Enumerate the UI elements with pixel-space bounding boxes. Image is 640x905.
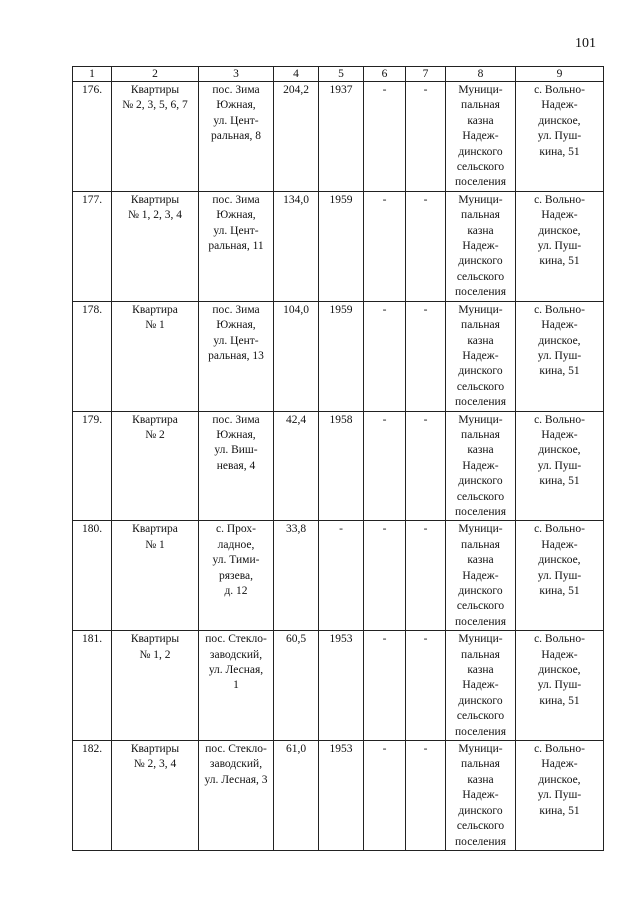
year-cell: 1953 — [319, 741, 364, 851]
owner-cell: Муници- пальная казна Надеж- динского сельского поселения — [446, 82, 516, 192]
owner-cell: Муници- пальная казна Надеж- динского сельского поселения — [446, 521, 516, 631]
column-header: 9 — [516, 67, 604, 82]
column-6-cell: - — [364, 82, 406, 192]
column-7-cell: - — [406, 741, 446, 851]
year-cell: - — [319, 521, 364, 631]
page-number: 101 — [575, 36, 596, 51]
area-cell: 104,0 — [274, 301, 319, 411]
address-cell: пос. Стекло- заводский, ул. Лесная, 1 — [199, 631, 274, 741]
table-body — [73, 82, 604, 851]
location-cell: с. Вольно- Надеж- динское, ул. Пуш- кина, 51 — [516, 301, 604, 411]
column-7-cell: - — [406, 411, 446, 521]
area-cell: 33,8 — [274, 521, 319, 631]
column-6-cell: - — [364, 301, 406, 411]
row-number-cell: 181. — [73, 631, 112, 741]
object-name-cell: Квартира № 1 — [112, 301, 199, 411]
table-row — [73, 82, 604, 192]
year-cell: 1937 — [319, 82, 364, 192]
location-cell: с. Вольно- Надеж- динское, ул. Пуш- кина, 51 — [516, 521, 604, 631]
column-6-cell: - — [364, 741, 406, 851]
column-6-cell: - — [364, 191, 406, 301]
property-registry-table — [72, 66, 604, 851]
location-cell: с. Вольно- Надеж- динское, ул. Пуш- кина, 51 — [516, 741, 604, 851]
column-header: 6 — [364, 67, 406, 82]
column-6-cell: - — [364, 411, 406, 521]
object-name-cell: Квартиры № 1, 2, 3, 4 — [112, 191, 199, 301]
table-row — [73, 631, 604, 741]
address-cell: пос. Зима Южная, ул. Цент- ральная, 8 — [199, 82, 274, 192]
area-cell: 61,0 — [274, 741, 319, 851]
column-header: 3 — [199, 67, 274, 82]
year-cell: 1959 — [319, 191, 364, 301]
area-cell: 204,2 — [274, 82, 319, 192]
table-row — [73, 741, 604, 851]
row-number-cell: 180. — [73, 521, 112, 631]
address-cell: пос. Стекло- заводский, ул. Лесная, 3 — [199, 741, 274, 851]
location-cell: с. Вольно- Надеж- динское, ул. Пуш- кина, 51 — [516, 191, 604, 301]
column-header: 8 — [446, 67, 516, 82]
table-row — [73, 191, 604, 301]
column-7-cell: - — [406, 631, 446, 741]
address-cell: пос. Зима Южная, ул. Виш- невая, 4 — [199, 411, 274, 521]
column-header: 1 — [73, 67, 112, 82]
table-row — [73, 521, 604, 631]
location-cell: с. Вольно- Надеж- динское, ул. Пуш- кина, 51 — [516, 411, 604, 521]
column-7-cell: - — [406, 301, 446, 411]
object-name-cell: Квартира № 1 — [112, 521, 199, 631]
column-header: 5 — [319, 67, 364, 82]
address-cell: пос. Зима Южная, ул. Цент- ральная, 13 — [199, 301, 274, 411]
year-cell: 1959 — [319, 301, 364, 411]
owner-cell: Муници- пальная казна Надеж- динского сельского поселения — [446, 741, 516, 851]
column-6-cell: - — [364, 521, 406, 631]
object-name-cell: Квартиры № 2, 3, 5, 6, 7 — [112, 82, 199, 192]
owner-cell: Муници- пальная казна Надеж- динского сельского поселения — [446, 411, 516, 521]
owner-cell: Муници- пальная казна Надеж- динского сельского поселения — [446, 191, 516, 301]
area-cell: 42,4 — [274, 411, 319, 521]
column-6-cell: - — [364, 631, 406, 741]
row-number-cell: 182. — [73, 741, 112, 851]
owner-cell: Муници- пальная казна Надеж- динского сельского поселения — [446, 301, 516, 411]
year-cell: 1958 — [319, 411, 364, 521]
owner-cell: Муници- пальная казна Надеж- динского сельского поселения — [446, 631, 516, 741]
object-name-cell: Квартиры № 1, 2 — [112, 631, 199, 741]
row-number-cell: 179. — [73, 411, 112, 521]
year-cell: 1953 — [319, 631, 364, 741]
row-number-cell: 178. — [73, 301, 112, 411]
column-7-cell: - — [406, 82, 446, 192]
column-7-cell: - — [406, 521, 446, 631]
location-cell: с. Вольно- Надеж- динское, ул. Пуш- кина, 51 — [516, 631, 604, 741]
column-header: 2 — [112, 67, 199, 82]
column-number-row — [73, 67, 604, 82]
object-name-cell: Квартира № 2 — [112, 411, 199, 521]
column-header: 4 — [274, 67, 319, 82]
row-number-cell: 177. — [73, 191, 112, 301]
table-row — [73, 411, 604, 521]
table-row — [73, 301, 604, 411]
column-header: 7 — [406, 67, 446, 82]
address-cell: с. Прох- ладное, ул. Тими- рязева, д. 12 — [199, 521, 274, 631]
location-cell: с. Вольно- Надеж- динское, ул. Пуш- кина, 51 — [516, 82, 604, 192]
object-name-cell: Квартиры № 2, 3, 4 — [112, 741, 199, 851]
row-number-cell: 176. — [73, 82, 112, 192]
column-7-cell: - — [406, 191, 446, 301]
address-cell: пос. Зима Южная, ул. Цент- ральная, 11 — [199, 191, 274, 301]
area-cell: 134,0 — [274, 191, 319, 301]
area-cell: 60,5 — [274, 631, 319, 741]
